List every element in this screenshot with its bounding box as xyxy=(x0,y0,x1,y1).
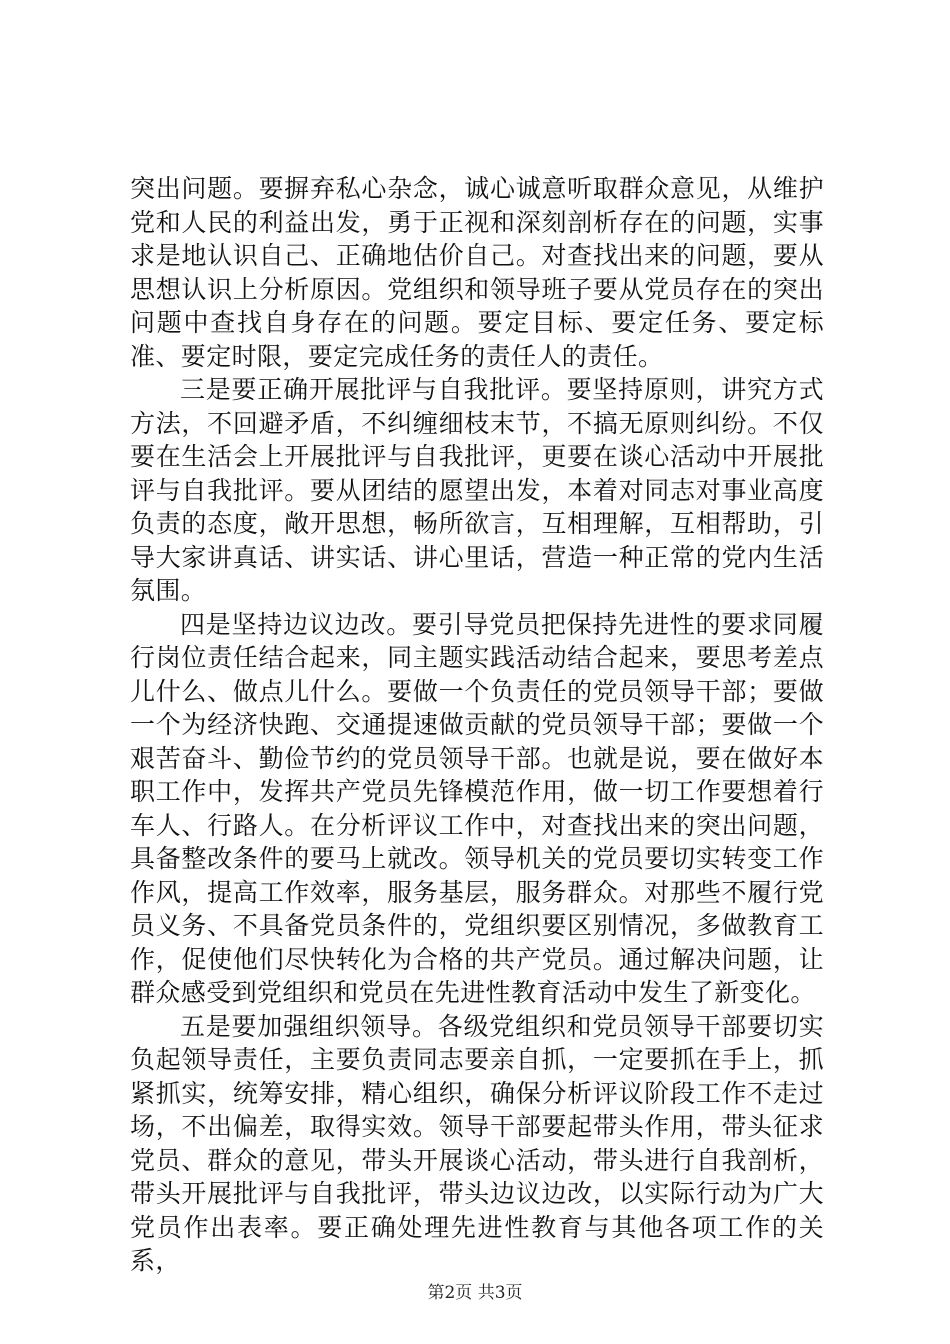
page-number-footer: 第2页 共3页 xyxy=(427,1283,523,1303)
document-body xyxy=(130,172,824,1278)
paragraph-3: 四是坚持边议边改。要引导党员把保持先进性的要求同履行岗位责任结合起来，同主题实践活动结合起来，要思考差点儿什么、做点儿什么。要做一个负责任的党员领导干部；要做一个为经济快跑、交通提速做贡献的党员领导干部；要做一个艰苦奋斗、勤俭节约的党员领导干部。也就是说，要在做好本职工作中，发挥共产党员先锋模范作用，做一切工作要想着行车人、行路人。在分析评议工作中，对查找出来的突出问题，具备整改条件的要马上就改。领导机关的党员要切实转变工作作风，提高工作效率，服务基层，服务群众。对那些不履行党员义务、不具备党员条件的，党组织要区别情况，多做教育工作，促使他们尽快转化为合格的共产党员。通过解决问题，让群众感受到党组织和党员在先进性教育活动中发生了新变化。 xyxy=(130,609,824,1007)
paragraph-2: 三是要正确开展批评与自我批评。要坚持原则，讲究方式方法，不回避矛盾，不纠缠细枝末节，不搞无原则纠纷。不仅要在生活会上开展批评与自我批评，更要在谈心活动中开展批评与自我批评。要从团结的愿望出发，本着对同志对事业高度负责的态度，敞开思想，畅所欲言，互相理解，互相帮助，引导大家讲真话、讲实话、讲心里话，营造一种正常的党内生活氛围。 xyxy=(130,375,824,605)
paragraph-1: 突出问题。要摒弃私心杂念，诚心诚意听取群众意见，从维护党和人民的利益出发，勇于正视和深刻剖析存在的问题，实事求是地认识自己、正确地估价自己。对查找出来的问题，要从思想认识上分析原因。党组织和领导班子要从党员存在的突出问题中查找自身存在的问题。要定目标、要定任务、要定标准、要定时限，要定完成任务的责任人的责任。 xyxy=(130,174,824,371)
paragraph-4: 五是要加强组织领导。各级党组织和党员领导干部要切实负起领导责任，主要负责同志要亲自抓，一定要抓在手上，抓紧抓实，统筹安排，精心组织，确保分析评议阶段工作不走过场，不出偏差，取得实效。领导干部要起带头作用，带头征求党员、群众的意见，带头开展谈心活动，带头进行自我剖析，带头开展批评与自我批评，带头边议边改，以实际行动为广大党员作出表率。要正确处理先进性教育与其他各项工作的关系， xyxy=(130,1011,824,1275)
